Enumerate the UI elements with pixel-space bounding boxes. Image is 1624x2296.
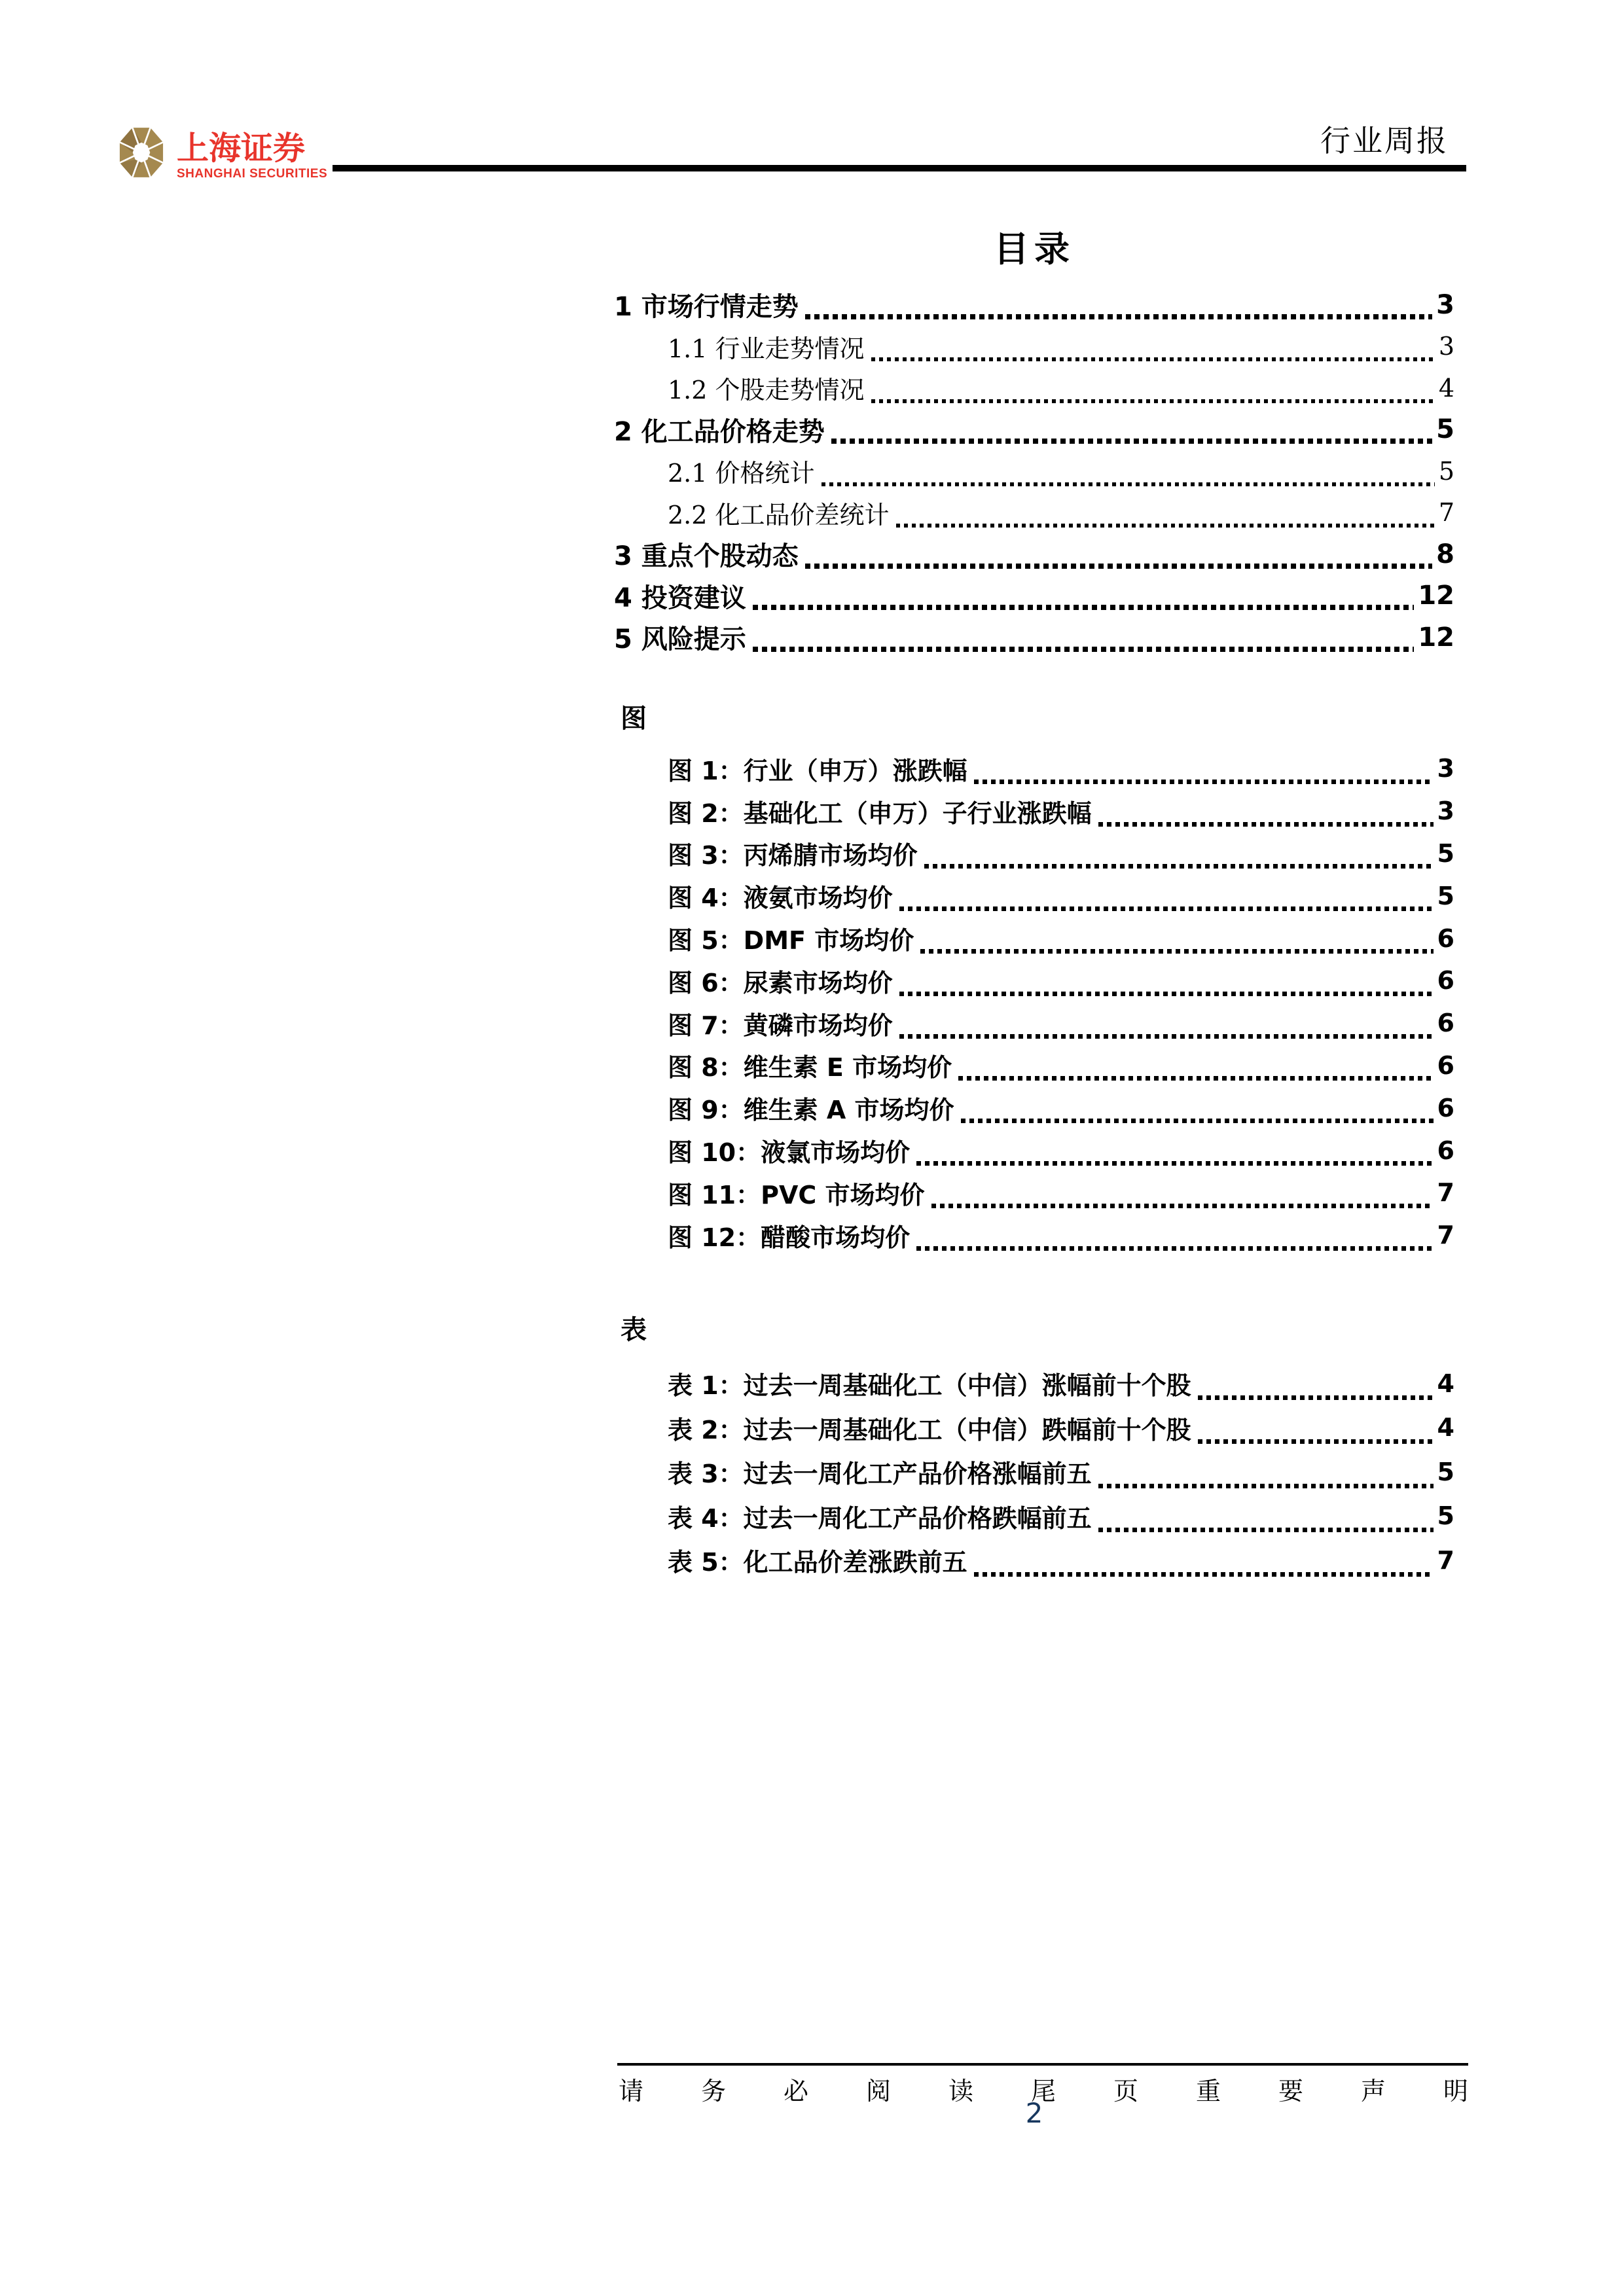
toc-title: 目录 <box>994 228 1075 270</box>
table-entry-list <box>614 1361 1454 1583</box>
octagon-gem-icon <box>117 124 166 181</box>
toc-row[interactable] <box>614 747 1454 790</box>
dot-leader <box>753 647 1415 652</box>
toc-row-page-number: 6 <box>1437 966 1454 996</box>
toc-row[interactable] <box>614 1045 1454 1087</box>
header-divider-line <box>333 165 1466 171</box>
toc-row-page-number: 4 <box>1437 1413 1454 1443</box>
toc-row-label: 图 5：DMF 市场均价 <box>668 926 914 956</box>
toc-row-page-number: 7 <box>1437 1221 1454 1250</box>
toc-row-label: 表 4：过去一周化工产品价格跌幅前五 <box>668 1503 1092 1533</box>
page-number: 2 <box>1025 2097 1043 2129</box>
toc-row-page-number: 12 <box>1418 622 1454 653</box>
toc-row-page-number: 3 <box>1437 754 1454 783</box>
dot-leader <box>1098 822 1434 827</box>
toc-row-label: 5 风险提示 <box>614 624 746 655</box>
toc-row-label: 表 2：过去一周基础化工（中信）跌幅前十个股 <box>668 1415 1191 1444</box>
toc-row-label: 4 投资建议 <box>614 583 746 613</box>
toc-row[interactable] <box>614 833 1454 875</box>
logo-name-cn: 上海证券 <box>177 130 306 167</box>
toc-entry-list <box>614 284 1454 658</box>
toc-row-label: 图 1：行业（申万）涨跌幅 <box>668 756 967 785</box>
toc-row-label: 图 3：丙烯腈市场均价 <box>668 841 918 870</box>
toc-row-label: 1.2 个股走势情况 <box>668 376 865 405</box>
toc-row-page-number: 3 <box>1438 332 1454 361</box>
toc-row-label: 图 11：PVC 市场均价 <box>668 1180 925 1210</box>
toc-row-page-number: 5 <box>1437 838 1454 868</box>
toc-row-page-number: 5 <box>1437 1457 1454 1486</box>
toc-row-label: 图 10：液氯市场均价 <box>668 1138 911 1168</box>
dot-leader <box>974 780 1434 784</box>
toc-row-page-number: 6 <box>1437 1009 1454 1038</box>
toc-row-label: 图 9：维生素 A 市场均价 <box>668 1096 954 1125</box>
toc-row-label: 2 化工品价格走势 <box>614 416 825 447</box>
dot-leader <box>1198 1439 1434 1444</box>
toc-row-label: 图 12：醋酸市场均价 <box>668 1223 911 1252</box>
dot-leader <box>805 314 1432 319</box>
toc-row-label: 2.1 价格统计 <box>668 459 815 488</box>
toc-row[interactable] <box>614 409 1454 451</box>
toc-row-page-number: 6 <box>1437 1136 1454 1165</box>
toc-row-page-number: 6 <box>1437 1050 1454 1080</box>
toc-row-label: 1.1 行业走势情况 <box>668 334 865 363</box>
toc-row-page-number: 4 <box>1438 373 1454 403</box>
toc-row[interactable] <box>614 1406 1454 1450</box>
toc-row-label: 图 2：基础化工（申万）子行业涨跌幅 <box>668 798 1092 828</box>
dot-leader <box>805 564 1432 569</box>
toc-row[interactable] <box>614 617 1454 658</box>
shanghai-securities-logo <box>117 124 327 181</box>
dot-leader <box>899 1034 1434 1039</box>
figures-heading: 图 <box>621 703 647 734</box>
dot-leader <box>871 399 1435 403</box>
toc-row-page-number: 7 <box>1437 1545 1454 1575</box>
footer-divider-line <box>617 2063 1468 2066</box>
toc-row-page-number: 5 <box>1438 456 1454 486</box>
dot-leader <box>871 357 1435 361</box>
toc-row-label: 表 3：过去一周化工产品价格涨幅前五 <box>668 1460 1092 1489</box>
toc-row[interactable] <box>614 1086 1454 1129</box>
toc-row-page-number: 6 <box>1437 1093 1454 1122</box>
toc-row-label: 表 5：化工品价差涨跌前五 <box>668 1548 967 1577</box>
toc-row[interactable] <box>614 1129 1454 1172</box>
toc-row[interactable] <box>614 1172 1454 1214</box>
toc-row[interactable] <box>614 1002 1454 1045</box>
toc-row-label: 3 重点个股动态 <box>614 541 799 572</box>
toc-row[interactable] <box>614 450 1454 492</box>
dot-leader <box>753 605 1415 610</box>
report-type-label: 行业周报 <box>1320 123 1449 158</box>
dot-leader <box>920 949 1433 954</box>
toc-row-label: 2.2 化工品价差统计 <box>668 500 890 529</box>
footer-disclaimer: 请务必阅读尾页重要声明 <box>619 2077 1526 2106</box>
toc-row[interactable] <box>614 326 1454 368</box>
dot-leader <box>916 1246 1433 1251</box>
toc-row[interactable] <box>614 367 1454 409</box>
dot-leader <box>1198 1395 1434 1400</box>
toc-row-label: 1 市场行情走势 <box>614 292 799 323</box>
figure-entry-list <box>614 747 1454 1257</box>
dot-leader <box>916 1161 1433 1166</box>
toc-row[interactable] <box>614 492 1454 534</box>
toc-row-label: 图 6：尿素市场均价 <box>668 968 893 997</box>
toc-row[interactable] <box>614 1214 1454 1257</box>
toc-row[interactable] <box>614 575 1454 617</box>
tables-heading: 表 <box>621 1314 647 1345</box>
toc-row-page-number: 5 <box>1436 414 1454 445</box>
dot-leader <box>821 482 1435 486</box>
toc-row[interactable] <box>614 1361 1454 1406</box>
toc-row[interactable] <box>614 917 1454 960</box>
toc-row-page-number: 7 <box>1437 1178 1454 1208</box>
toc-row-page-number: 5 <box>1437 881 1454 910</box>
toc-row[interactable] <box>614 1538 1454 1583</box>
toc-row-label: 图 7：黄磷市场均价 <box>668 1011 893 1040</box>
dot-leader <box>896 524 1435 528</box>
toc-row-label: 图 8：维生素 E 市场均价 <box>668 1053 952 1083</box>
toc-row-page-number: 3 <box>1436 289 1454 320</box>
toc-row-label: 表 1：过去一周基础化工（中信）涨幅前十个股 <box>668 1371 1191 1401</box>
dot-leader <box>831 439 1432 444</box>
logo-text <box>177 124 327 180</box>
toc-row[interactable] <box>614 874 1454 917</box>
toc-row-label: 图 4：液氨市场均价 <box>668 884 893 913</box>
toc-row-page-number: 12 <box>1418 581 1454 611</box>
toc-row[interactable] <box>614 790 1454 833</box>
toc-row-page-number: 6 <box>1437 924 1454 953</box>
toc-row-page-number: 7 <box>1438 498 1454 528</box>
logo-name-en: SHANGHAI SECURITIES <box>177 167 328 181</box>
dot-leader <box>899 906 1434 911</box>
dot-leader <box>931 1204 1434 1208</box>
toc-row[interactable] <box>614 1494 1454 1539</box>
toc-row-page-number: 5 <box>1437 1501 1454 1531</box>
toc-row[interactable] <box>614 1450 1454 1494</box>
dot-leader <box>974 1572 1434 1577</box>
toc-row-page-number: 4 <box>1437 1369 1454 1398</box>
toc-row-page-number: 8 <box>1436 539 1454 569</box>
dot-leader <box>899 992 1434 996</box>
dot-leader <box>924 864 1434 869</box>
dot-leader <box>958 1076 1433 1081</box>
toc-row[interactable] <box>614 284 1454 326</box>
toc-row[interactable] <box>614 533 1454 575</box>
toc-row-page-number: 3 <box>1437 797 1454 826</box>
toc-row[interactable] <box>614 960 1454 1002</box>
dot-leader <box>961 1119 1434 1123</box>
dot-leader <box>1098 1528 1434 1532</box>
dot-leader <box>1098 1484 1434 1488</box>
